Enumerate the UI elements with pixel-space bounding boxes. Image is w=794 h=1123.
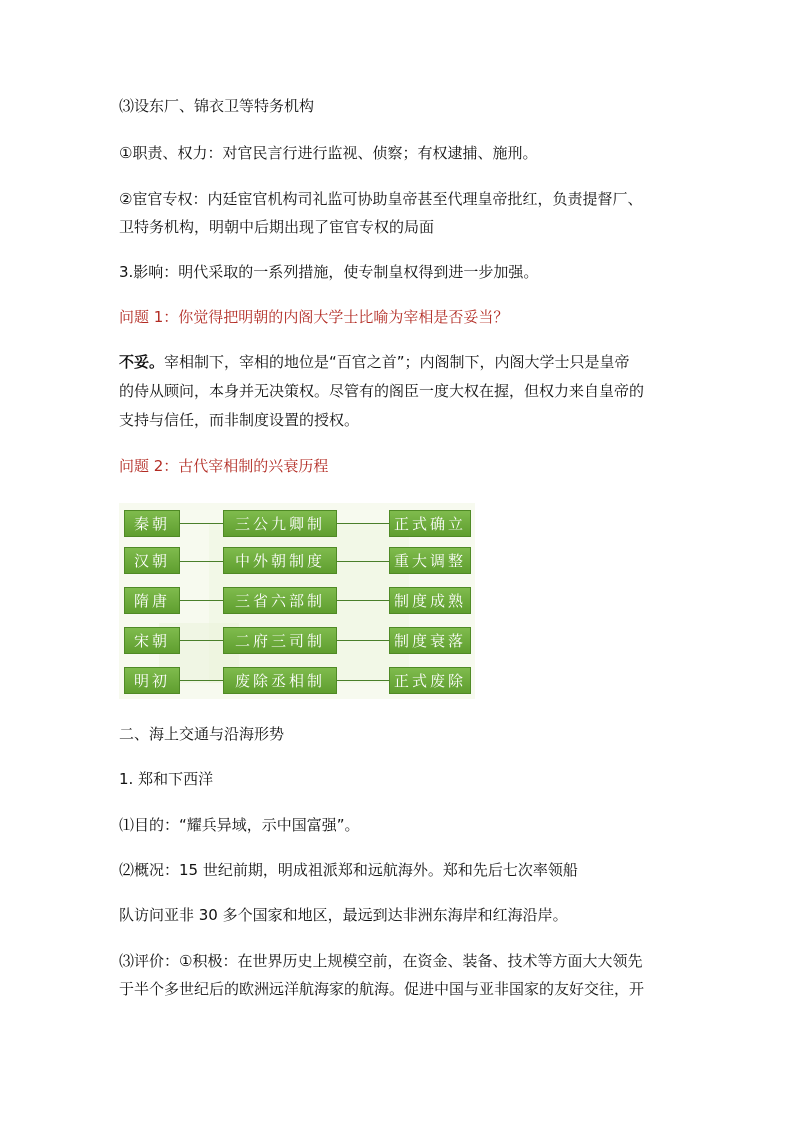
subheading-zheng-he: 1. 郑和下西洋	[119, 770, 214, 788]
status-node-qin: 正式确立	[389, 510, 471, 537]
status-node-early-ming: 正式废除	[389, 667, 471, 694]
paragraph-eunuch-power-1: ②宦官专权：内廷宦官机构司礼监可协助皇帝甚至代理皇帝批红，负责提督厂、	[119, 190, 643, 208]
status-node-song: 制度衰落	[389, 627, 471, 654]
connector-row-5-b	[337, 680, 389, 681]
dynasty-node-sui-tang: 隋唐	[124, 587, 180, 614]
answer-1-verdict: 不妥。	[119, 353, 165, 371]
paragraph-duties-powers: ①职责、权力：对官民言行进行监视、侦察；有权逮捕、施刑。	[119, 144, 538, 162]
system-node-early-ming: 废除丞相制	[223, 667, 337, 694]
paragraph-overview-2: 队访问亚非 30 多个国家和地区，最远到达非洲东海岸和红海沿岸。	[119, 906, 568, 924]
answer-1-line-3: 支持与信任，而非制度设置的授权。	[119, 411, 360, 429]
answer-1-line-1	[119, 352, 684, 372]
chancellor-system-diagram	[119, 503, 475, 699]
system-node-sui-tang: 三省六部制	[223, 587, 337, 614]
connector-row-3-a	[180, 600, 223, 601]
dynasty-node-early-ming: 明初	[124, 667, 180, 694]
connector-row-4-a	[180, 640, 223, 641]
dynasty-node-han: 汉朝	[124, 547, 180, 574]
paragraph-purpose: ⑴目的：“耀兵异域，示中国富强”。	[119, 816, 360, 834]
question-2: 问题 2：古代宰相制的兴衰历程	[119, 457, 329, 475]
paragraph-special-agencies: ⑶设东厂、锦衣卫等特务机构	[119, 97, 315, 115]
status-node-sui-tang: 制度成熟	[389, 587, 471, 614]
dynasty-node-qin: 秦朝	[124, 510, 180, 537]
connector-row-3-b	[337, 600, 389, 601]
system-node-song: 二府三司制	[223, 627, 337, 654]
paragraph-evaluation-1: ⑶评价：①积极：在世界历史上规模空前，在资金、装备、技术等方面大大领先	[119, 952, 643, 970]
connector-row-1-a	[180, 523, 223, 524]
connector-row-1-b	[337, 523, 389, 524]
status-node-han: 重大调整	[389, 547, 471, 574]
section-heading-maritime: 二、海上交通与沿海形势	[119, 725, 285, 743]
dynasty-node-song: 宋朝	[124, 627, 180, 654]
answer-1-line-2: 的侍从顾问，本身并无决策权。尽管有的阁臣一度大权在握，但权力来自皇帝的	[119, 382, 645, 400]
connector-row-2-a	[180, 561, 223, 562]
paragraph-overview-1: ⑵概况：15 世纪前期，明成祖派郑和远航海外。郑和先后七次率领船	[119, 861, 578, 879]
answer-1-line-1-text: 宰相制下，宰相的地位是“百官之首”；内阁制下，内阁大学士只是皇帝	[164, 353, 630, 371]
connector-row-2-b	[337, 561, 389, 562]
paragraph-evaluation-2: 于半个多世纪后的欧洲远洋航海家的航海。促进中国与亚非国家的友好交往，开	[119, 980, 645, 998]
paragraph-eunuch-power-2: 卫特务机构，明朝中后期出现了宦官专权的局面	[119, 218, 435, 236]
connector-row-4-b	[337, 640, 389, 641]
question-1: 问题 1：你觉得把明朝的内阁大学士比喻为宰相是否妥当？	[119, 308, 509, 326]
system-node-qin: 三公九卿制	[223, 510, 337, 537]
paragraph-influence: 3.影响：明代采取的一系列措施，使专制皇权得到进一步加强。	[119, 263, 539, 281]
connector-row-5-a	[180, 680, 223, 681]
system-node-han: 中外朝制度	[223, 547, 337, 574]
